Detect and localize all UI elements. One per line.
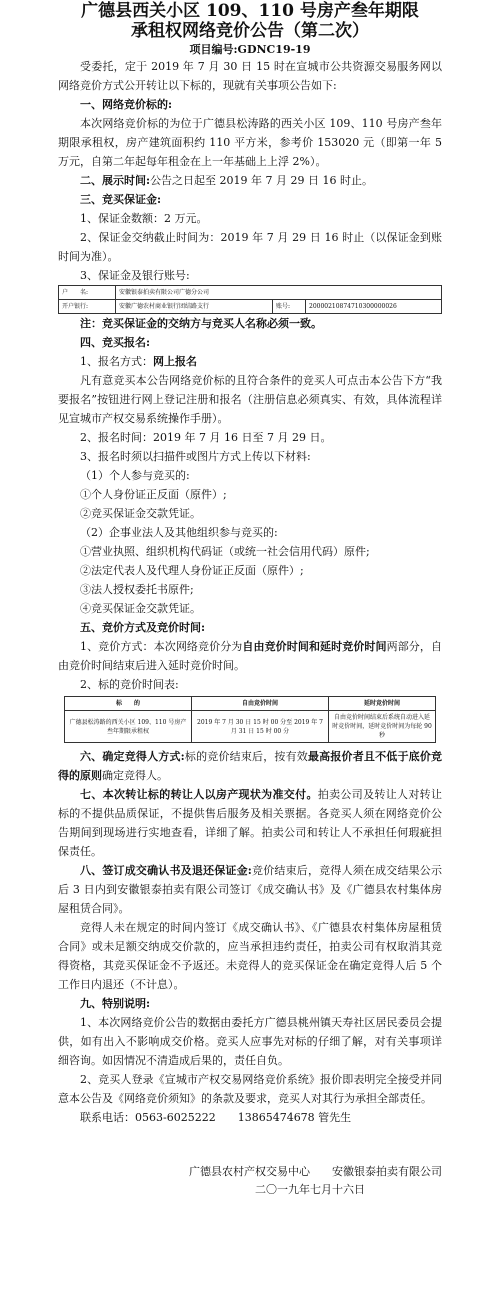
- individual-heading: （1）个人参与竞买的:: [80, 469, 190, 482]
- deposit-account-label: 3、保证金及银行账号:: [80, 269, 190, 282]
- section4-heading: 四、竞买报名:: [80, 336, 151, 349]
- deposit-amount: 1、保证金数额：2 万元。: [80, 212, 208, 225]
- signup-method-label: 1、报名方式：: [80, 355, 153, 368]
- section2: [0, 171, 500, 190]
- organization-item-3: ③法人授权委托书原件;: [80, 583, 194, 596]
- table-row: [65, 711, 436, 743]
- bidding-method: [0, 637, 500, 675]
- section8: [0, 861, 500, 918]
- table-cell-item: 广德县松涛路的西关小区 109、110 号房产叁年期限承租权: [65, 711, 192, 743]
- special-note-1: 1、本次网络竞价公告的数据由委托方广德县桃州镇天寿社区居民委员会提供，如有出入不影响成交价格。竞买人应事先对标的仔细了解，对有关事项详细咨询。如因情况不清造成后果的，责任自负。: [58, 1016, 442, 1067]
- bidding-schedule-table: [64, 696, 436, 743]
- bidding-schedule-label: 2、标的竞价时间表:: [80, 678, 179, 691]
- page-title-line2: 承租权网络竞价公告（第二次）: [131, 21, 369, 41]
- bidding-method-label: 1、竞价方式：本次网络竞价分为: [80, 640, 243, 653]
- column-header-item: 标 的: [65, 697, 192, 711]
- section8-body-2: 竞得人未在规定的时间内签订《成交确认书》、《广德县农村集体房屋租赁合同》或未足额交纳成交价款的，应当承担违约责任，拍卖公司有权取消其竞得资格，其竞买保证金不予返还。未竞得人的竞买保证金在确定竞得人后 5 个工作日内退还（不计息）。: [58, 921, 442, 991]
- organization-item-1: ①营业执照、组织机构代码证（或统一社会信用代码）原件;: [80, 545, 370, 558]
- section5-heading: 五、竞价方式及竞价时间:: [80, 621, 206, 634]
- intro-paragraph: 受委托，定于 2019 年 7 月 30 日 15 时在宣城市公共资源交易服务网以网络竞价方式公开转让以下标的，现就有关事项公告如下:: [58, 60, 442, 92]
- signup-method-value: 网上报名: [153, 355, 197, 368]
- section7: [0, 785, 500, 861]
- column-header-free-time: 自由竞价时间: [192, 697, 329, 711]
- bank-account-table: [58, 285, 442, 314]
- bidding-method-rest: 两部分，自由竞价时间结束后进入延时竞价时间。: [58, 640, 442, 672]
- issuer-signature: 广德县农村产权交易中心 安徽银泰拍卖有限公司: [189, 1165, 442, 1178]
- section6-end: 确定竞得人。: [102, 769, 168, 782]
- signup-time: 2、报名时间：2019 年 7 月 16 日至 7 月 29 日。: [80, 431, 332, 444]
- section6-heading: 六、确定竞得人方式:: [80, 750, 185, 763]
- deposit-deadline: 2、保证金交纳截止时间为：2019 年 7 月 29 日 16 时止（以保证金到账时间为准）。: [58, 231, 442, 263]
- signup-description: 凡有意竞买本公告网络竞价标的且符合条件的竞买人可点击本公告下方“我要报名”按钮进行网上登记注册和报名（注册信息必须真实、有效，具体流程详见宣城市产权交易系统操作手册）。: [58, 374, 442, 425]
- table-row: [59, 300, 442, 314]
- section7-body: 拍卖公司及转让人对转让标的不提供品质保证，不提供售后服务及相关票据。各竞买人须在网络竞价公告期间到现场进行实地查看，详细了解。拍卖公司和转让人不承担任何瑕疵担保责任。: [58, 788, 443, 858]
- signup-method: [0, 352, 500, 371]
- bank-value: 安徽广德农村商业银行团结路支行: [116, 300, 273, 314]
- individual-item-2: ②竞买保证金交款凭证。: [80, 507, 201, 520]
- deposit-note: 注：竞买保证金的交纳方与竞买人名称必须一致。: [80, 317, 322, 330]
- table-header-row: [65, 697, 436, 711]
- bank-label: 开户银行:: [59, 300, 116, 314]
- page-title-line1: 广德县西关小区 109、110 号房产叁年期限: [81, 1, 419, 21]
- organization-item-2: ②法定代表人及代理人身份证正反面（原件）;: [80, 564, 304, 577]
- section8-heading: 八、签订成交确认书及退还保证金:: [80, 864, 252, 877]
- organization-heading: （2）企事业法人及其他组织参与竞买的:: [80, 526, 278, 539]
- individual-item-1: ①个人身份证正反面（原件）;: [80, 488, 227, 501]
- signup-materials: 3、报名时须以扫描件或图片方式上传以下材料:: [80, 450, 311, 463]
- section3-heading: 三、竞买保证金:: [80, 193, 162, 206]
- column-header-extended-time: 延时竞价时间: [329, 697, 436, 711]
- bidding-method-emphasis: 自由竞价时间和延时竞价时间: [242, 640, 387, 653]
- account-name-value: 安徽银泰拍卖有限公司广德分公司: [116, 286, 442, 300]
- special-note-2: 2、竞买人登录《宣城市产权交易网络竞价系统》报价即表明完全接受并同意本公告及《网络竞价须知》的条款及要求，竞买人对其行为承担全部责任。: [58, 1073, 442, 1105]
- section9-heading: 九、特别说明:: [80, 997, 151, 1010]
- account-name-label: 户 名:: [59, 286, 116, 300]
- project-number: 项目编号:GDNC19-19: [189, 43, 311, 56]
- section2-heading: 二、展示时间:: [80, 174, 151, 187]
- section2-body: 公告之日起至 2019 年 7 月 29 日 16 时止。: [150, 174, 374, 187]
- section6-emphasis: 最高报价者且不低于底价竞得的原则: [58, 750, 443, 782]
- table-cell-free-time: 2019 年 7 月 30 日 15 时 00 分至 2019 年 7 月 31 日 15 时 00 分: [192, 711, 329, 743]
- section7-heading: 七、本次转让标的转让人以房产现状为准交付。: [80, 788, 318, 801]
- section1-heading: 一、网络竞价标的:: [80, 98, 173, 111]
- section1-body: 本次网络竞价标的为位于广德县松涛路的西关小区 109、110 号房产叁年期限承租权，房产建筑面积约 110 平方米，参考价 153020 元（即第一年 5 万元，自第二年起每年租金在上一年基础上上浮 2%）。: [58, 117, 442, 168]
- issue-date: 二〇一九年七月十六日: [255, 1183, 365, 1196]
- account-number-value: 20000210874710300000026: [306, 300, 442, 314]
- section8-body: 竞价结束后，竞得人须在成交结果公示后 3 日内到安徽银泰拍卖有限公司签订《成交确认书》及《广德县农村集体房屋租赁合同》。: [58, 864, 442, 915]
- table-cell-extended-time: 自由竞价时间结束后系统自动进入延时竞价时间，延时竞价时间为每轮 90 秒: [329, 711, 436, 743]
- account-number-label: 账号:: [273, 300, 306, 314]
- contact-phone: 联系电话：0563-6025222 13865474678 管先生: [80, 1111, 352, 1124]
- section6: [0, 747, 500, 785]
- section6-body: 标的竞价结束后，按有效: [184, 750, 308, 763]
- table-row: [59, 286, 442, 300]
- organization-item-4: ④竞买保证金交款凭证。: [80, 602, 201, 615]
